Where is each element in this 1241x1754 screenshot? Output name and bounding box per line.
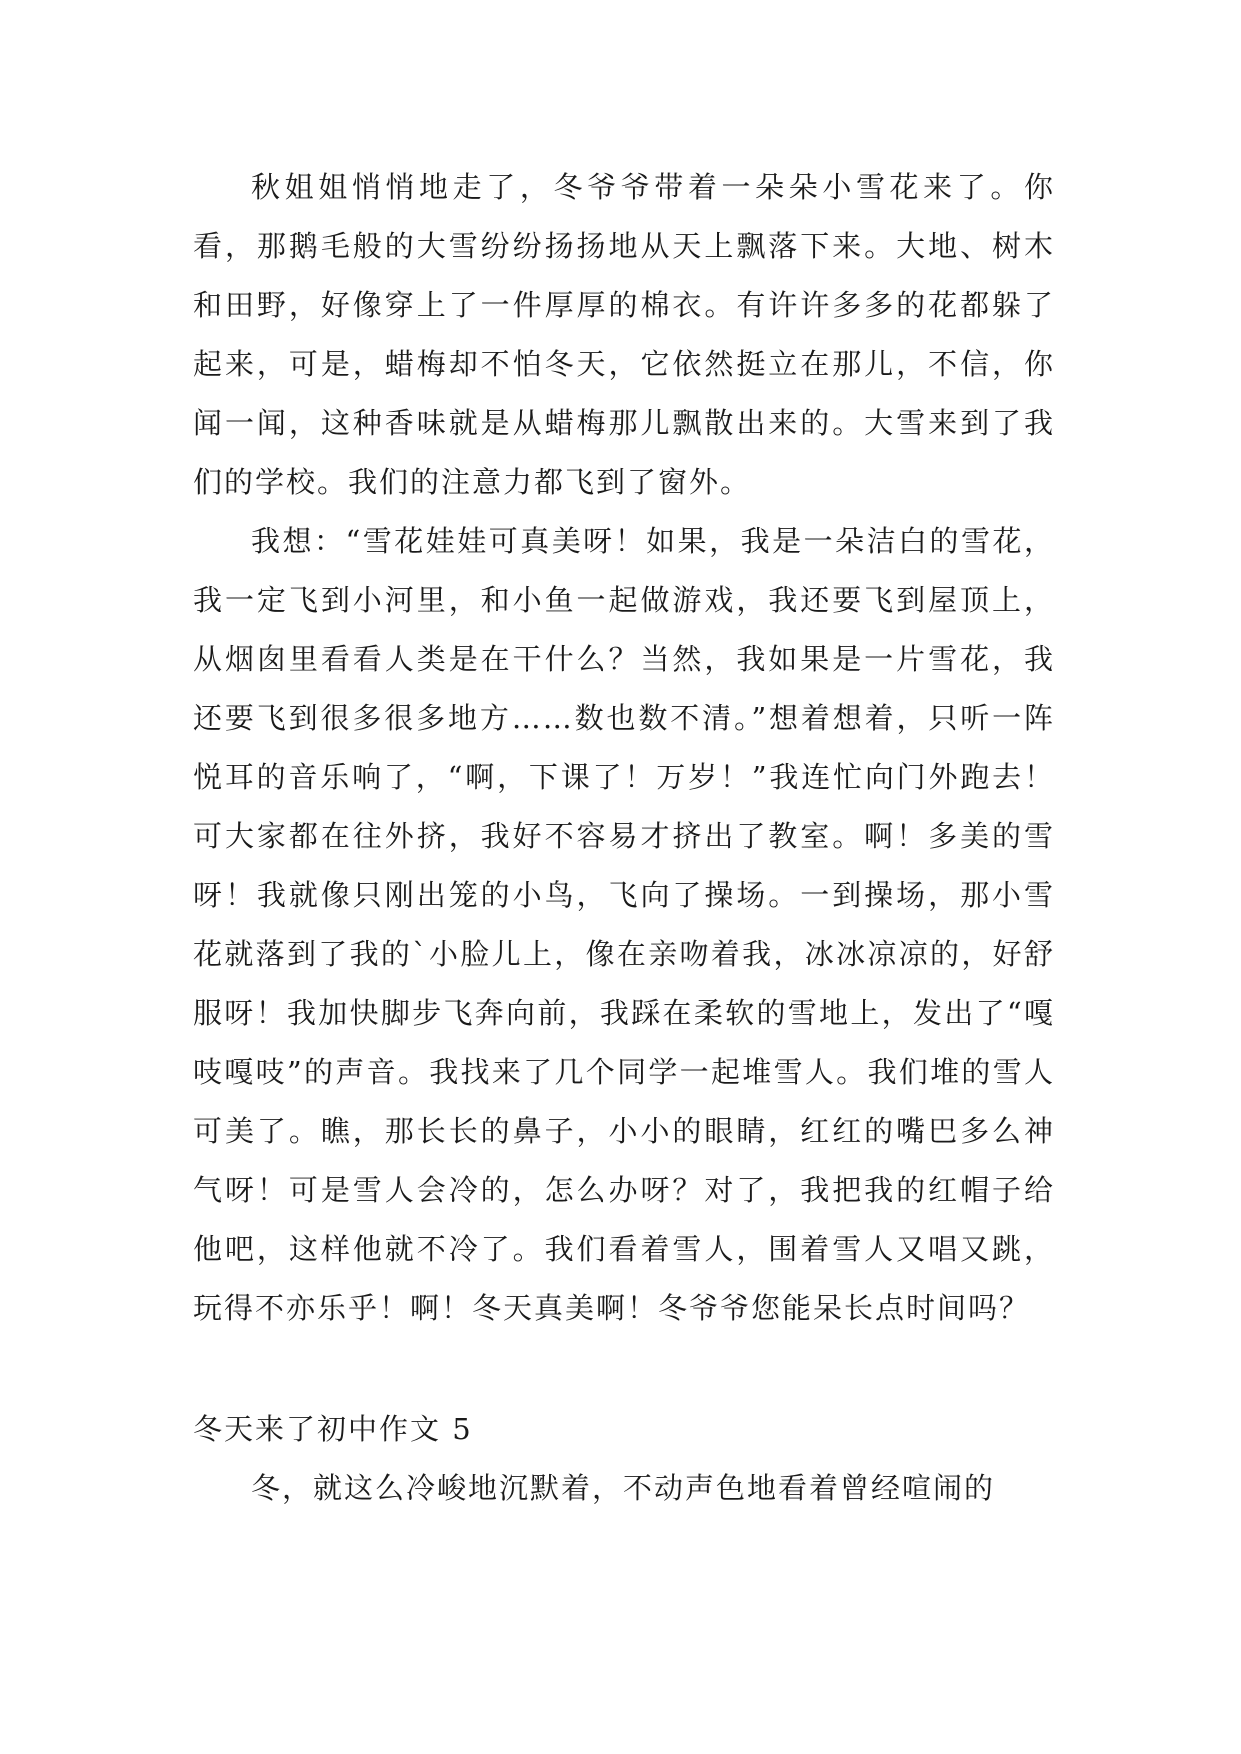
paragraph-winter-arrives: 秋姐姐悄悄地走了，冬爷爷带着一朵朵小雪花来了。你看，那鹅毛般的大雪纷纷扬扬地从天上飘落下来。大地、树木和田野，好像穿上了一件厚厚的棉衣。有许许多多的花都躲了起来，可是，蜡梅却不怕冬天，它依然挺立在那儿，不信，你闻一闻，这种香味就是从蜡梅那儿飘散出来的。大雪来到了我们的学校。我们的注意力都飞到了窗外。	[193, 170, 1055, 499]
paragraph-snowflake-dream: 我想：“雪花娃娃可真美呀！如果，我是一朵洁白的雪花，我一定飞到小河里，和小鱼一起做游戏，我还要飞到屋顶上，从烟囱里看看人类是在干什么？当然，我如果是一片雪花，我还要飞到很多很多地方……数也数不清。”想着想着，只听一阵悦耳的音乐响了，“啊，下课了！万岁！”我连忙向门外跑去！可大家都在往外挤，我好不容易才挤出了教室。啊！多美的雪呀！我就像只刚出笼的小鸟，飞向了操场。一到操场，那小雪花就落到了我的`小脸儿上，像在亲吻着我，冰冰凉凉的，好舒服呀！我加快脚步飞奔向前，我踩在柔软的雪地上，发出了“嘎吱嘎吱”的声音。我找来了几个同学一起堆雪人。我们堆的雪人可美了。瞧，那长长的鼻子，小小的眼睛，红红的嘴巴多么神气呀！可是雪人会冷的，怎么办呀？对了，我把我的红帽子给他吧，这样他就不冷了。我们看着雪人，围着雪人又唱又跳，玩得不亦乐乎！啊！冬天真美啊！冬爷爷您能呆长点时间吗？	[193, 524, 1055, 1325]
paragraph-section-opening: 冬，就这么冷峻地沉默着，不动声色地看着曾经喧闹的	[251, 1471, 996, 1505]
section-title: 冬天来了初中作文 5	[193, 1412, 473, 1446]
document-body	[193, 158, 1055, 1518]
